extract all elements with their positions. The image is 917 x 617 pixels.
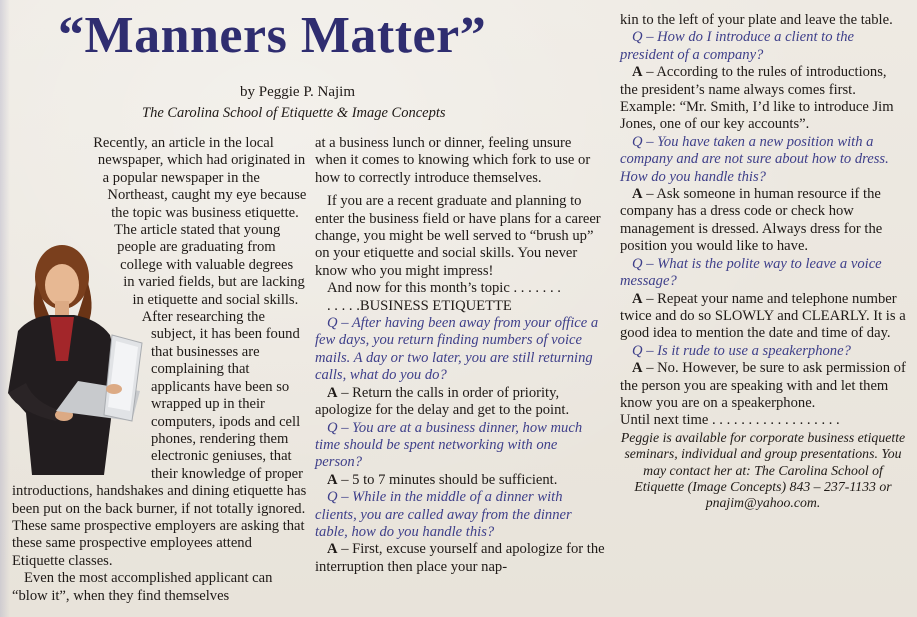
answer-1-label: A — [327, 384, 338, 401]
woman-with-laptop-illustration — [0, 243, 145, 483]
answer-3 — [315, 541, 605, 576]
answer-3-continued: kin to the left of your plate and leave the table. — [620, 12, 893, 28]
answer-5 — [620, 186, 906, 256]
answer-3-label: A — [327, 541, 338, 558]
col2-paragraph-2: If you are a recent graduate and planning to enter the business field or have plans for a career change, you might be well served to “brush up” on your etiquette and social skills. You never know who you might impress! — [315, 193, 601, 279]
answer-6-label: A — [632, 290, 643, 307]
article-headline: “Manners Matter” — [58, 7, 487, 64]
column-1 — [12, 135, 308, 605]
answer-2-label: A — [327, 471, 338, 488]
answer-4 — [620, 64, 906, 134]
answer-2-text: – 5 to 7 minutes should be sufficient. — [337, 471, 558, 488]
column-2 — [315, 135, 605, 576]
col2-topic-title: . . . . .BUSINESS ETIQUETTE — [327, 297, 512, 314]
article-organization: The Carolina School of Etiquette & Image Concepts — [142, 105, 446, 121]
answer-3-text: – First, excuse yourself and apologize for the interruption then place your nap- — [315, 541, 605, 575]
answer-1 — [315, 385, 605, 420]
col1-paragraph-2: Even the most accomplished applicant can “blow it”, when they find themselves — [12, 570, 273, 604]
closing-line: Until next time . . . . . . . . . . . . . . . . . . — [620, 412, 840, 429]
answer-6-text: – Repeat your name and telephone number twice and do so SLOWLY and CLEARLY. It is a good idea to mention the date and time of day. — [620, 290, 906, 342]
col1-paragraph-1: Recently, an article in the local newspaper, which had originated in a popular newspaper in the Northeast, caught my eye because the topic was business etiquette. The article stated that young people are graduating from college with valuable degrees in varied fields, but are lacking in etiquette and social skills. After researching the subject, it has been found that businesses are complaining that applicants have been so wrapped up in their computers, ipods and cell phones, rendering them electronic geniuses, that their knowledge of proper introductions, handshakes and dining etiquette has been put on the back burner, if not totally ignored. These same prospective employers are asking that these same prospective employees attend Etiquette classes. — [12, 135, 307, 569]
answer-7 — [620, 360, 906, 412]
woman-with-laptop-photo — [0, 243, 145, 483]
answer-6 — [620, 291, 906, 343]
article-byline: by Peggie P. Najim — [240, 84, 355, 100]
question-4: Q – How do I introduce a client to the president of a company? — [620, 29, 854, 63]
col2-topic-lead: And now for this month’s topic . . . . . . . — [327, 280, 561, 297]
question-7: Q – Is it rude to use a speakerphone? — [632, 342, 851, 359]
answer-4-text: – According to the rules of introductions, the president’s name always comes first. Example: “Mr. Smith, I’d like to introduce Jim Jones, one of our key accounts”. — [620, 64, 894, 133]
column-3 — [620, 12, 906, 512]
answer-1-text: – Return the calls in order of priority, apologize for the delay and get to the point. — [315, 384, 570, 419]
question-5: Q – You have taken a new position with a company and are not sure about how to dress. How do you handle this? — [620, 133, 889, 185]
answer-2 — [315, 472, 605, 489]
col2-paragraph-1: at a business lunch or dinner, feeling unsure when it comes to knowing which fork to use or how to correctly introduce themselves. — [315, 135, 591, 186]
answer-5-text: – Ask someone in human resource if the company has a dress code or check how management is dressed. Always dress for the position you would like to have. — [620, 186, 883, 255]
answer-7-text: – No. However, be sure to ask permission of the person you are speaking with and let them know you are on a speakerphone. — [620, 360, 906, 411]
answer-5-label: A — [632, 186, 643, 203]
answer-4-label: A — [632, 64, 643, 81]
question-6: Q – What is the polite way to leave a voice message? — [620, 255, 882, 290]
answer-7-label: A — [632, 360, 643, 377]
question-2: Q – You are at a business dinner, how much time should be spent networking with one person? — [315, 419, 583, 471]
question-1: Q – After having been away from your office a few days, you return finding numbers of voice mails. A day or two later, you are still returning calls, what do you do? — [315, 315, 599, 384]
question-3: Q – While in the middle of a dinner with clients, you are called away from the dinner table, how do you handle this? — [315, 489, 572, 540]
author-contact-note: Peggie is available for corporate business etiquette seminars, individual and group presentations. You may contact her at: The Carolina School of Etiquette (Image Concepts) 843 – 237-1133 or pnajim@yahoo.com. — [620, 429, 906, 511]
